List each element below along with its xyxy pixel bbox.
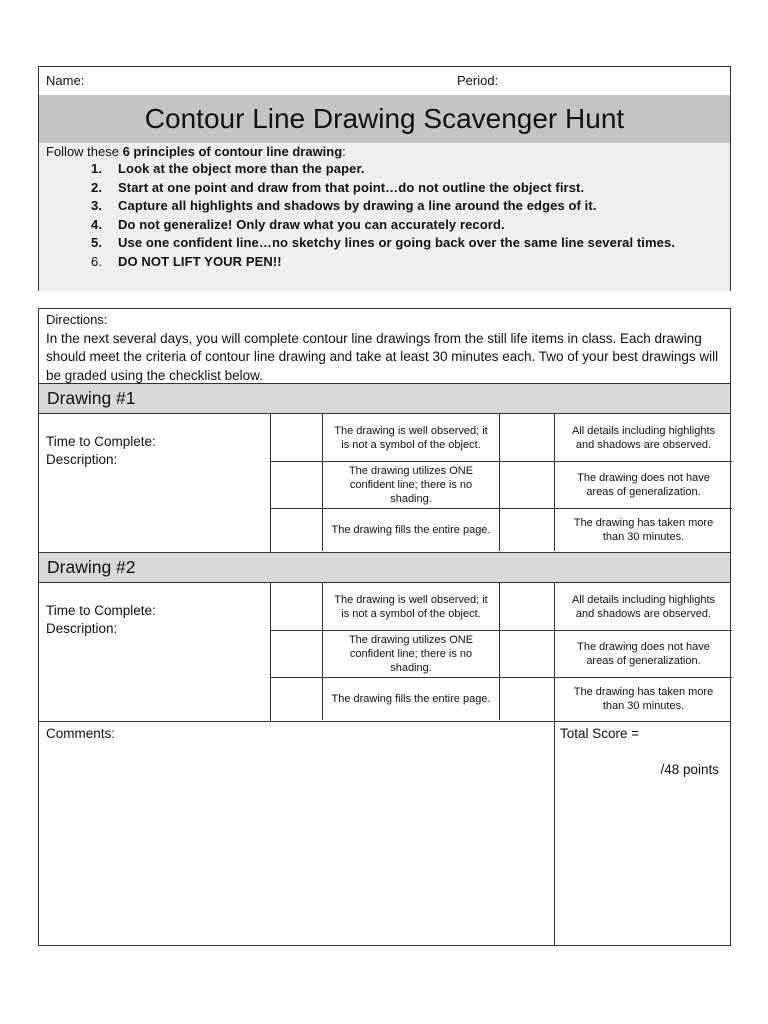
score-box[interactable] — [500, 630, 555, 677]
score-box[interactable] — [270, 677, 323, 720]
score-box[interactable] — [270, 583, 323, 630]
points-label: /48 points — [660, 762, 719, 777]
principle-item: 2. Start at one point and draw from that point…do not outline the object first. — [91, 179, 585, 195]
score-box[interactable] — [270, 630, 323, 677]
time-to-complete-label: Time to Complete: — [46, 603, 156, 618]
criterion-text: The drawing fills the entire page. — [323, 677, 500, 720]
period-label: Period: — [457, 73, 499, 88]
criteria-row — [270, 630, 732, 678]
criteria-row — [270, 414, 732, 462]
criterion-text: All details including highlights and shadows are observed. — [571, 424, 716, 451]
criterion-text: The drawing does not have areas of generalization. — [577, 471, 710, 498]
total-score-area — [554, 719, 731, 945]
score-box[interactable] — [270, 461, 323, 508]
score-box[interactable] — [500, 508, 555, 551]
criterion-text: The drawing fills the entire page. — [323, 508, 500, 551]
description-label: Description: — [46, 621, 118, 636]
drawing-2-rubric — [39, 583, 730, 722]
time-to-complete-label: Time to Complete: — [46, 434, 156, 449]
criterion-text: The drawing utilizes ONE confident line; there is no shading. — [323, 461, 500, 508]
principle-item: 4. Do not generalize! Only draw what you can accurately record. — [91, 216, 505, 232]
comments-label: Comments: — [46, 726, 116, 741]
principle-item: 1. Look at the object more than the paper. — [91, 161, 365, 176]
criterion-text: The drawing is well observed; it is not a symbol of the object. — [323, 414, 500, 461]
description-label: Description: — [46, 452, 118, 467]
name-label: Name: — [46, 73, 85, 88]
drawing-1-heading: Drawing #1 — [39, 384, 730, 414]
directions-section — [39, 309, 730, 384]
criteria-row — [270, 461, 732, 509]
drawing-1-info — [39, 414, 271, 552]
score-box[interactable] — [500, 461, 555, 508]
total-score-label: Total Score = — [560, 726, 640, 741]
directions-text: In the next several days, you will complete contour line drawings from the still life items in class. Each drawing should meet the criteria of contour line drawing and take at least 30 minutes each. Two of your best drawings will be graded using the checklist below. — [46, 330, 719, 383]
header-box — [38, 66, 731, 291]
principles-intro: Follow these 6 principles of contour line drawing: — [46, 144, 346, 159]
comments-area[interactable] — [39, 719, 555, 945]
directions-label: Directions: — [46, 312, 108, 327]
page-title: Contour Line Drawing Scavenger Hunt — [39, 95, 730, 144]
principles-section — [39, 143, 730, 291]
criterion-text: The drawing utilizes ONE confident line; there is no shading. — [323, 630, 500, 677]
drawing-2-heading: Drawing #2 — [39, 553, 730, 583]
criteria-row — [270, 508, 732, 551]
score-box[interactable] — [500, 677, 555, 720]
criterion-text: The drawing has taken more than 30 minutes. — [573, 516, 714, 543]
drawing-2-info — [39, 583, 271, 721]
criterion-text: The drawing is well observed; it is not a symbol of the object. — [323, 583, 500, 630]
score-box[interactable] — [270, 414, 323, 461]
principle-item: 5. Use one confident line…no sketchy lines or going back over the same line several times. — [91, 235, 676, 250]
name-period-row — [39, 67, 730, 96]
checklist-box — [38, 308, 731, 946]
drawing-1-rubric — [39, 414, 730, 553]
criteria-row — [270, 677, 732, 720]
criteria-row — [270, 583, 732, 631]
comments-score-row — [39, 719, 730, 945]
score-box[interactable] — [500, 414, 555, 461]
principle-item: 3. Capture all highlights and shadows by drawing a line around the edges of it. — [91, 198, 597, 213]
criterion-text: All details including highlights and shadows are observed. — [571, 593, 716, 620]
score-box[interactable] — [270, 508, 323, 551]
criterion-text: The drawing does not have areas of generalization. — [577, 640, 710, 667]
score-box[interactable] — [500, 583, 555, 630]
principles-list — [39, 160, 730, 271]
criterion-text: The drawing has taken more than 30 minutes. — [573, 685, 714, 712]
principle-item: 6. DO NOT LIFT YOUR PEN!! — [91, 253, 282, 269]
